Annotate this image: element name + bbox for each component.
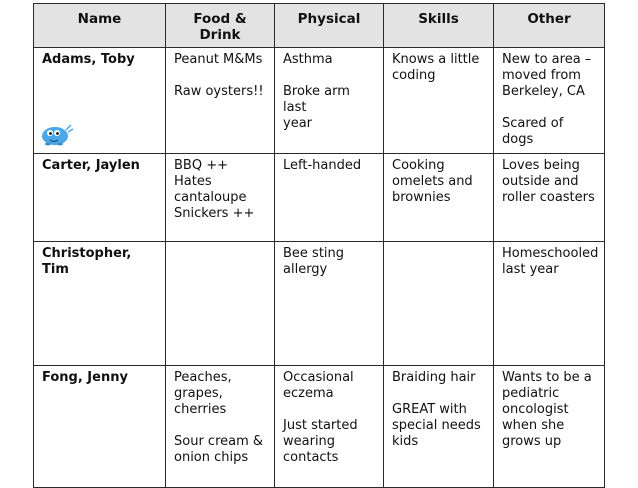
other-note: when she <box>502 418 565 433</box>
other-note: grows up <box>502 434 562 449</box>
physical-note: Left-handed <box>283 158 362 173</box>
student-name <box>34 48 166 154</box>
skills-note: kids <box>392 434 419 449</box>
skills-cell <box>384 48 494 154</box>
food-note: Snickers ++ <box>174 206 255 221</box>
table-row <box>34 48 605 154</box>
food-drink-cell <box>166 154 275 242</box>
header-row <box>34 4 605 48</box>
other-note: roller coasters <box>502 190 595 205</box>
food-note: grapes, <box>174 386 223 401</box>
header-other: Other <box>494 4 605 48</box>
other-note: Wants to be a <box>502 370 592 385</box>
other-note: Loves being <box>502 158 580 173</box>
food-note: cherries <box>174 402 227 417</box>
other-cell <box>494 154 605 242</box>
other-note: New to area – <box>502 52 592 67</box>
skills-note: brownies <box>392 190 451 205</box>
other-note: oncologist <box>502 402 569 417</box>
physical-note: Occasional <box>283 370 354 385</box>
student-name-text: Carter, Jaylen <box>42 158 140 173</box>
student-name-text: Adams, Toby <box>42 52 135 67</box>
header-name: Name <box>34 4 166 48</box>
physical-note: Asthma <box>283 52 333 67</box>
physical-cell <box>275 366 384 488</box>
physical-cell <box>275 154 384 242</box>
food-note: Peaches, <box>174 370 232 385</box>
food-drink-cell <box>166 48 275 154</box>
other-note: Berkeley, CA <box>502 84 585 99</box>
food-drink-cell <box>166 366 275 488</box>
other-note: Scared of dogs <box>502 116 564 147</box>
other-note: last year <box>502 262 559 277</box>
header-physical: Physical <box>275 4 384 48</box>
physical-note: eczema <box>283 386 334 401</box>
other-cell <box>494 48 605 154</box>
student-name <box>34 154 166 242</box>
skills-cell <box>384 366 494 488</box>
skills-note: omelets and <box>392 174 473 189</box>
header-skills: Skills <box>384 4 494 48</box>
physical-note: contacts <box>283 450 339 465</box>
skills-note: GREAT with <box>392 402 467 417</box>
skills-cell <box>384 242 494 366</box>
food-note: Peanut M&Ms <box>174 52 263 67</box>
other-cell <box>494 242 605 366</box>
skills-note: Knows a little <box>392 52 480 67</box>
food-note: onion chips <box>174 450 249 465</box>
physical-note: allergy <box>283 262 328 277</box>
physical-note: Just started <box>283 418 358 433</box>
student-name <box>34 366 166 488</box>
skills-note: coding <box>392 68 436 83</box>
physical-note: Bee sting <box>283 246 345 261</box>
other-note: moved from <box>502 68 581 83</box>
physical-cell <box>275 242 384 366</box>
blue-germ-mascot-icon <box>40 121 74 147</box>
other-note: outside and <box>502 174 579 189</box>
student-roster-table <box>33 3 605 488</box>
other-cell <box>494 366 605 488</box>
student-name-text: Christopher, Tim <box>42 246 132 277</box>
other-note: pediatric <box>502 386 560 401</box>
student-name <box>34 242 166 366</box>
food-note: Hates <box>174 174 212 189</box>
physical-note: Broke arm last <box>283 84 350 115</box>
other-note: Homeschooled <box>502 246 599 261</box>
physical-note: year <box>283 116 313 131</box>
table-row <box>34 366 605 488</box>
skills-note: special needs <box>392 418 481 433</box>
food-note: cantaloupe <box>174 190 247 205</box>
food-note: Raw oysters!! <box>174 84 264 99</box>
header-food-drink: Food & Drink <box>166 4 275 48</box>
skills-note: Cooking <box>392 158 445 173</box>
table-row <box>34 242 605 366</box>
food-note: Sour cream & <box>174 434 264 449</box>
food-note: BBQ ++ <box>174 158 228 173</box>
student-name-text: Fong, Jenny <box>42 370 128 385</box>
table-row <box>34 154 605 242</box>
physical-cell <box>275 48 384 154</box>
skills-note: Braiding hair <box>392 370 476 385</box>
food-drink-cell <box>166 242 275 366</box>
physical-note: wearing <box>283 434 336 449</box>
skills-cell <box>384 154 494 242</box>
